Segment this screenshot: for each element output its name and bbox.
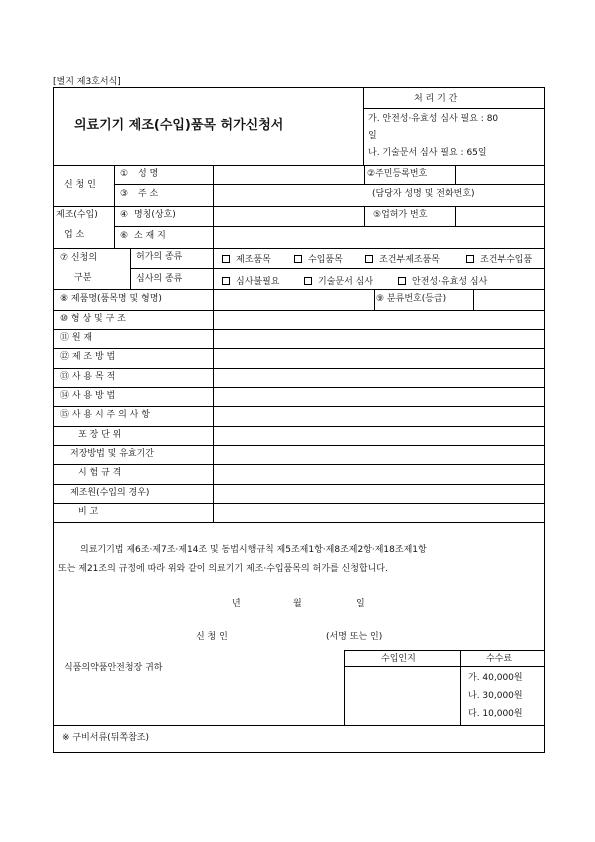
contact-label: (담당자 성명 및 전화번호) [372,189,475,199]
divider [460,650,461,725]
divider [213,165,214,522]
addressee: 식품의약품안전청장 귀하 [64,663,163,673]
divider [363,108,544,109]
storage-expiry-label: 저장방법 및 유효기간 [70,449,154,459]
divider [455,165,456,184]
business-group-label: 제조(수입) [56,210,98,220]
classification-label-2: 구분 [74,273,92,283]
required-documents-note: ※ 구비서류(뒤쪽참조) [62,733,149,743]
divider [363,88,364,165]
shape-structure-label: ⑩ 형 상 및 구 조 [60,314,126,324]
fee-amount-b: 나. 30,000원 [468,691,523,701]
divider [364,206,365,226]
fee-amount-a: 가. 40,000원 [468,673,523,683]
date-day: 일 [356,599,365,609]
review-option-checkbox[interactable]: 안전성·유효성 심사 [398,274,487,287]
revenue-stamp-label: 수입인지 [381,654,416,664]
address-label: 주 소 [138,189,159,199]
divider [54,289,544,290]
divider [54,206,544,207]
application-form [53,87,545,753]
divider [130,248,131,289]
company-number: ④ [120,210,129,220]
permit-option-checkbox[interactable]: 조건부수입품 [466,252,532,265]
divider [54,503,544,504]
statement-line-2: 또는 제21조의 규정에 따라 위와 같이 의료기기 제조·수입품목의 허가를 신청합니다. [58,564,388,574]
divider [364,165,365,184]
divider [54,464,544,465]
remarks-label: 비 고 [78,507,99,517]
statement-line-1: 의료기기법 제6조·제7조·제14조 및 동법시행규칙 제5조제1항·제8조제2항·제18조제1항 [80,545,427,555]
processing-period-header: 처 리 기 간 [414,94,458,104]
business-group-label-2: 업 소 [64,230,85,240]
divider [114,184,364,185]
date-year: 년 [232,599,241,609]
divider [114,226,544,227]
processing-line-b: 나. 기술문서 심사 필요 : 65일 [368,148,487,158]
permit-option-checkbox[interactable]: 조건부제조품목 [365,252,440,265]
divider [54,522,544,523]
review-option-checkbox[interactable]: 심사불필요 [222,274,279,287]
precautions-label: ⑮ 사 용 시 주 의 사 항 [60,410,150,420]
location-label: 소 재 지 [134,231,166,241]
fee-label: 수수료 [486,654,513,664]
signature-label: 신 청 인 [196,632,228,642]
divider [54,387,544,388]
test-specification-label: 시 험 규 격 [78,468,122,478]
intended-use-label: ⑬ 사 용 목 적 [60,372,116,382]
classification-label: ⑦ 신청의 [60,253,98,263]
processing-line-a: 가. 안전성·유효성 심사 필요 : 80 [368,114,499,124]
divider [473,289,474,310]
checkbox-icon [222,277,230,285]
review-type-label: 심사의 종류 [136,274,183,284]
divider [54,725,544,726]
permit-option-checkbox[interactable]: 제조품목 [222,252,271,265]
form-title: 의료기기 제조(수입)품목 허가신청서 [74,118,284,133]
divider [363,184,544,185]
review-option-checkbox[interactable]: 기술문서 심사 [304,274,373,287]
address-number: ③ [120,189,129,199]
checkbox-icon [222,255,230,263]
divider [54,426,544,427]
packaging-unit-label: 포 장 단 위 [78,430,122,440]
name-number: ① [120,169,129,179]
company-label: 명칭(상호) [134,210,176,220]
fee-amount-c: 다. 10,000원 [468,709,523,719]
checkbox-icon [294,255,302,263]
product-name-label: ⑧ 제품명(품목명 및 형명) [60,294,162,304]
divider [344,666,544,667]
divider [54,165,544,166]
divider [54,348,544,349]
checkbox-icon [398,277,406,285]
divider [54,329,544,330]
divider [54,484,544,485]
divider [344,650,544,651]
permit-type-label: 허가의 종류 [136,252,183,262]
checkbox-icon [466,255,474,263]
location-number: ⑥ [120,231,129,241]
divider [114,165,115,248]
divider [54,368,544,369]
manufacturing-method-label: ⑫ 제 조 방 법 [60,352,116,362]
divider [455,206,456,226]
permit-option-checkbox[interactable]: 수입품목 [294,252,343,265]
divider [374,289,375,310]
rrn-label: ②주민등록번호 [367,169,428,179]
divider [130,268,544,269]
divider [54,445,544,446]
processing-line-a-cont: 일 [368,131,377,141]
divider [344,650,345,725]
divider [54,310,544,311]
manufacturer-label: 제조원(수입의 경우) [70,488,150,498]
signature-note: (서명 또는 인) [326,632,383,642]
applicant-group-label: 신 청 인 [64,180,96,190]
checkbox-icon [365,255,373,263]
divider [54,248,544,249]
usage-method-label: ⑭ 사 용 방 법 [60,391,116,401]
license-label: ⑤업허가 번호 [373,210,428,220]
raw-material-label: ⑪ 원 재 [60,333,93,343]
divider [54,406,544,407]
form-code: [별지 제3호서식] [53,77,121,87]
date-month: 월 [293,599,302,609]
classification-number-label: ⑨ 분류번호(등급) [376,294,447,304]
name-label: 성 명 [138,169,159,179]
checkbox-icon [304,277,312,285]
